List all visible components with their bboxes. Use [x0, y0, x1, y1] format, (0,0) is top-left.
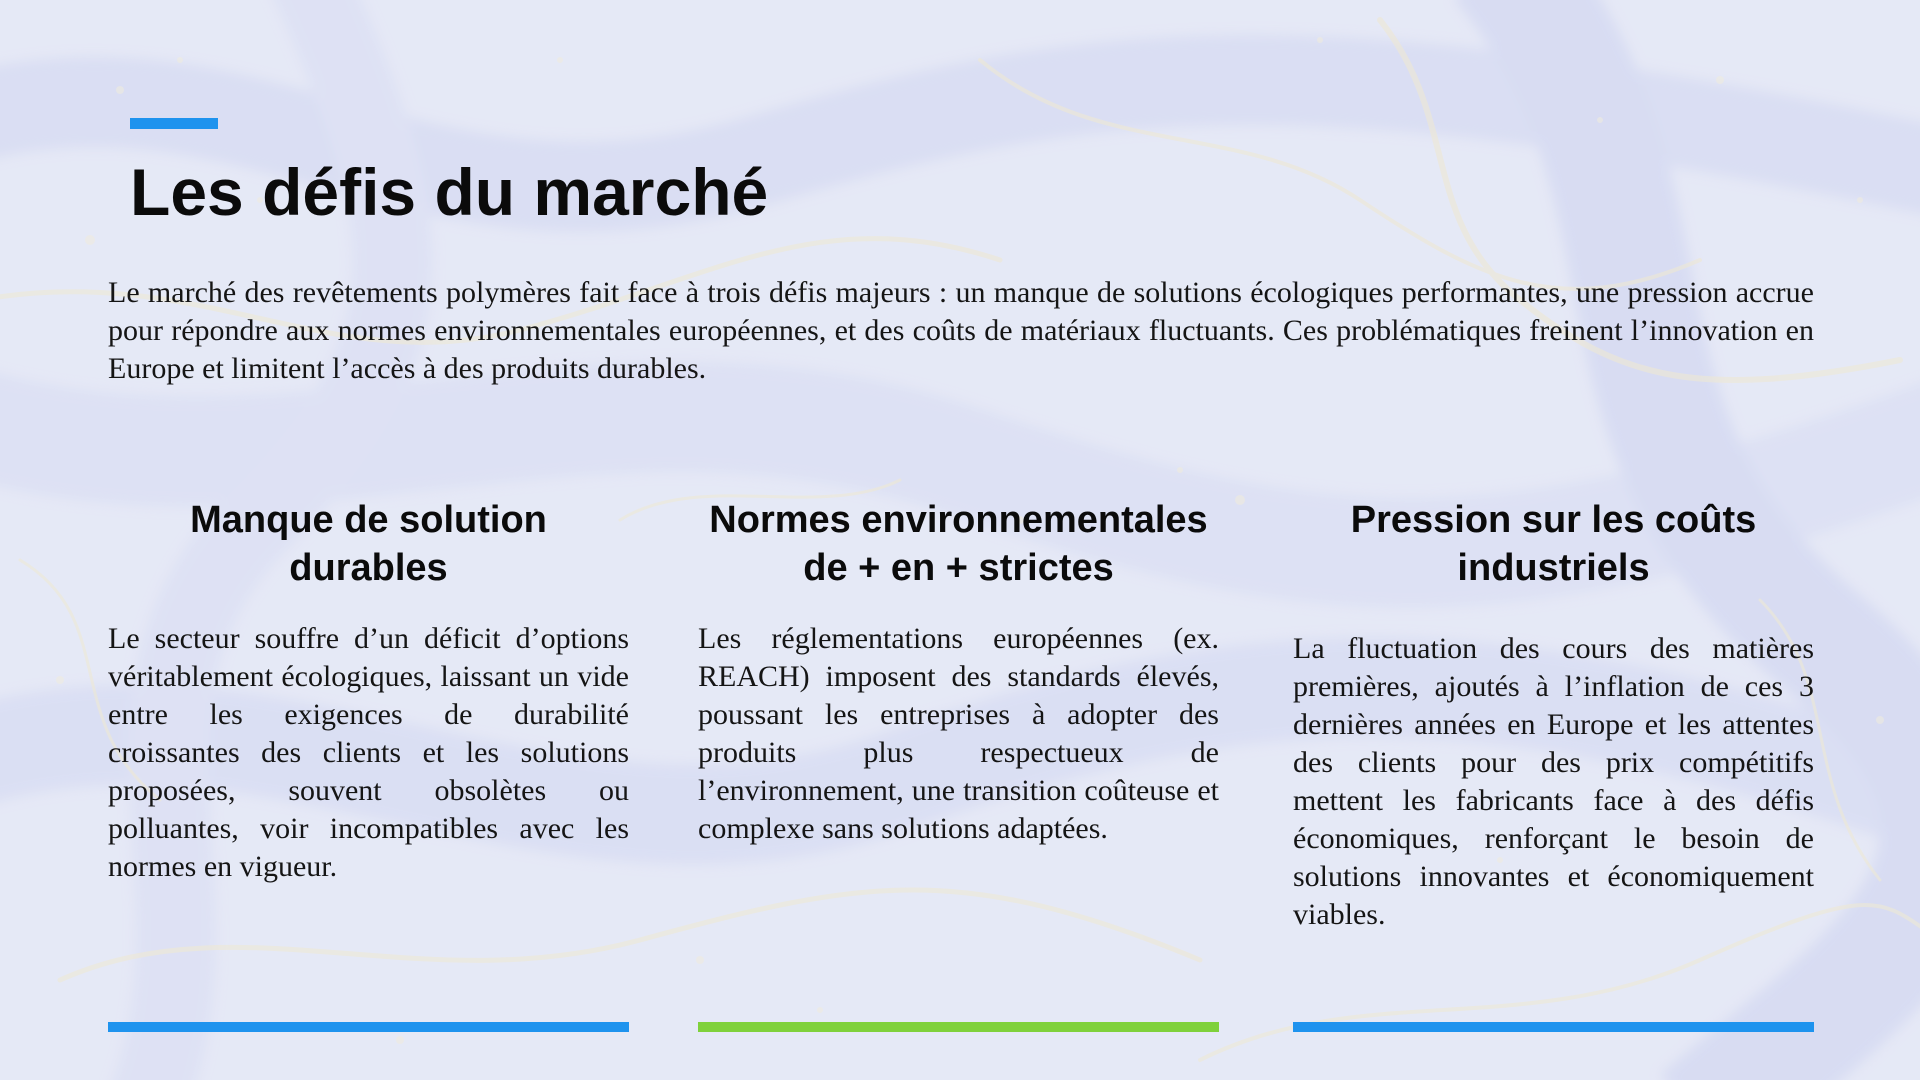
column-underline-blue — [1293, 1022, 1814, 1032]
column-heading: Manque de solution durables — [190, 499, 547, 589]
challenge-column-sustainable-solutions — [108, 496, 629, 886]
challenge-column-environmental-standards — [698, 496, 1219, 848]
challenge-column-cost-pressure — [1293, 496, 1814, 934]
slide-title: Les défis du marché — [130, 155, 769, 229]
column-underline-green — [698, 1022, 1219, 1032]
column-body: Les réglementations européennes (ex. REACH) imposent des standards élevés, poussant les entreprises à adopter des produits plus respectueux de l’environnement, une transition coûteuse et complexe sans solutions adaptées. — [698, 622, 1219, 845]
column-body: La fluctuation des cours des matières premières, ajoutés à l’inflation de ces 3 dernières années en Europe et les attentes des clients pour des prix compétitifs mettent les fabricants face à des défis économiques, renforçant le besoin de solutions innovantes et économiquement viables. — [1293, 632, 1814, 931]
title-accent-bar — [130, 118, 218, 129]
column-underline-blue — [108, 1022, 629, 1032]
column-body: Le secteur souffre d’un déficit d’options véritablement écologiques, laissant un vide entre les exigences de durabilité croissantes des clients et les solutions proposées, souvent obsolètes ou polluantes, voir incompatibles avec les normes en vigueur. — [108, 622, 629, 883]
column-heading: Normes environnementales de + en + strictes — [709, 499, 1208, 589]
intro-paragraph: Le marché des revêtements polymères fait face à trois défis majeurs : un manque de solutions écologiques performantes, une pression accrue pour répondre aux normes environnementales européennes, et des coûts de matériaux fluctuants. Ces problématiques freinent l’innovation en Europe et limitent l’accès à des produits durables. — [108, 276, 1814, 385]
column-heading: Pression sur les coûts industriels — [1350, 499, 1757, 589]
